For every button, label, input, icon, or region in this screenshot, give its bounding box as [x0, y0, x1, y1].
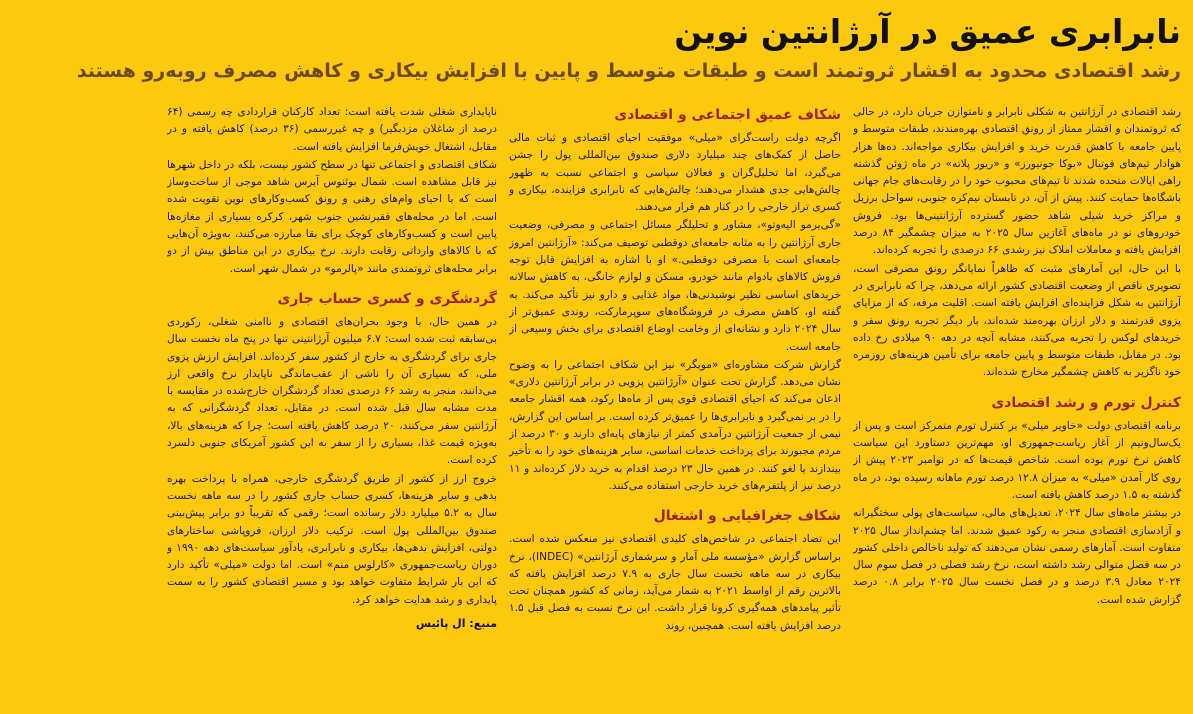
paragraph: گزارش شرکت مشاوره‌ای «مویگر» نیز این شکاف اجتماعی را به وضوح نشان می‌دهد. گزارش تحت عنوان «آرژانتین پزویی در برابر آرژانتین دلاری» اذعان می‌کند که احیای اقتصادی قوی پس از ماه‌ها رکود، همه اقشار جامعه را در بر نمی‌گیرد و نابرابری‌ها را عمیق‌تر کرده است. بر اساس این گزارش، نیمی از جمعیت آرژانتین درآمدی کمتر از نیازهای پایه‌ای دارند و ۳۰ درصد از مردم مجبورند برای پرداخت خدمات اساسی، سایر هزینه‌های خود را به تأخیر بیندازند یا لغو کنند. در همین حال ۲۳ درصد اقدام به خرید دلار کرده‌اند و ۱۱ درصد نیز از پلتفرم‌های خرید خارجی استفاده می‌کنند.	[509, 358, 841, 492]
section-heading: گردشگری و کسری حساب جاری	[277, 290, 497, 307]
paragraph: در همین حال، با وجود بحران‌های اقتصادی و ناامنی شغلی، رکوردی بی‌سابقه ثبت شده است: ۶.۷ میلیون آرژانتینی تنها در پنج ماه نخست سال جاری برای گردشگری به خارج از کشور سفر کرده‌اند. افزایش ارزش پزوی ملی، که بسیاری آن را ناشی از عقب‌ماندگی ناپایدار نرخ واقعی ارز می‌دانند، منجر به رشد ۶۶ درصدی تعداد گردشگران خارج‌شده در مقایسه با مدت مشابه سال قبل شده است. در مقابل، تعداد گردشگرانی که به آرژانتین سفر می‌کنند، ۲۰ درصد کاهش یافته است؛ چرا که هزینه‌های بالا، به‌ویژه قیمت غذا، بسیاری را از سفر به این کشور آمریکای جنوبی دلسرد کرده است.	[167, 315, 497, 467]
article-title: نابرابری عمیق در آرژانتین نوین	[674, 12, 1181, 51]
paragraph: با این حال، این آمارهای مثبت که ظاهراً نمایانگر رونق مصرفی است، تصویری ناقص از وضعیت اقتصادی کشور ارائه می‌دهد، چرا که نابرابری در آرژانتین به شکل فزاینده‌ای افزایش یافته است. اقلیت مرفه، که از مزایای پزوی قدرتمند و دلار ارزان بهره‌مند شده‌اند، بار دیگر تجربه رونق سفر و خریدهای لوکس را تجربه می‌کنند، مشابه آنچه در دهه ۹۰ میلادی رخ داده بود. در مقابل، طبقات متوسط و پایین جامعه برای تأمین هزینه‌های روزمره خود ناگزیر به کاهش چشمگیر مخارج شده‌اند.	[853, 262, 1181, 379]
paragraph: «گی‌یرمو الیه‌وتو»، مشاور و تحلیلگر مسائل اجتماعی و مصرفی، وضعیت جاری آرژانتین را به مثابه جامعه‌ای دوقطبی توصیف می‌کند: «آرژانتین امروز جامعه‌ای است با مصرفی دوقطبی.» او با اشاره به افزایش قابل توجه فروش کالاهای بادوام مانند خودرو، مسکن و لوازم خانگی، به کاهش سالانه خریدهای اساسی نظیر نوشیدنی‌ها، مواد غذایی و دارو نیز تأکید می‌کند. به گفته او، کاهش مصرف در فروشگاه‌های سوپرمارکت، روندی عمیق‌تر از سال ۲۰۲۴ دارد و نشانه‌ای از وخامت اوضاع اقتصادی برای بخش وسیعی از جامعه است.	[509, 219, 841, 353]
source-credit: منبع: ال پائیس	[415, 617, 497, 631]
column-middle	[509, 104, 841, 714]
paragraph: ناپایداری شغلی شدت یافته است: تعداد کارکنان قراردادی چه رسمی (۶۴ درصد از شاغلان مزدبگیر) و چه غیررسمی (۳۶ درصد) کاهش یافته و در مقابل، اشتغال خویش‌فرما افزایش یافته است.	[167, 106, 497, 153]
column-left	[167, 104, 497, 714]
paragraph: شکاف اقتصادی و اجتماعی تنها در سطح کشور نیست، بلکه در داخل شهرها نیز قابل مشاهده است. شمال بوئنوس آیرس شاهد موجی از ساخت‌وساز است که با احیای وام‌های رهنی و رونق کسب‌وکارهای نوین تقویت شده است. اما در محله‌های فقیرنشین جنوب شهر، کرکره بسیاری از مغازه‌ها پایین است و کسب‌وکارهای کوچک برای بقا مبارزه می‌کنند، به‌ویژه آن‌هایی که با کالاهای وارداتی رقابت دارند. نرخ بیکاری در این مناطق بیش از دو برابر محله‌های ثروتمندی مانند «پالرمو» در شمال شهر است.	[167, 158, 497, 275]
paragraph: در بیشتر ماه‌های سال ۲۰۲۴، تعدیل‌های مالی، سیاست‌های پولی سختگیرانه و آزادسازی اقتصادی منجر به رکود عمیق شدند. اما چشم‌انداز سال ۲۰۲۵ متفاوت است. آمارهای رسمی نشان می‌دهند که تولید ناخالص داخلی کشور در سه فصل متوالی رشد داشته است، نرخ رشد فصلی در فصل سوم سال ۲۰۲۴ معادل ۳.۹ درصد و در فصل نخست سال ۲۰۲۵ برابر ۰.۸ درصد گزارش شده است.	[853, 507, 1181, 606]
paragraph: خروج ارز از کشور از طریق گردشگری خارجی، همراه با پرداخت بهره بدهی و سایر هزینه‌ها، کسری حساب جاری کشور را در سه ماهه نخست سال به ۵.۲ میلیارد دلار رسانده است؛ رقمی که تقریباً دو برابر پیش‌بینی صندوق بین‌المللی پول است. ترکیب دلار ارزان، فروپاشی ساختارهای دولتی، افزایش بدهی‌ها، بیکاری و نابرابری، یادآور سیاست‌های دهه ۱۹۹۰ و دوران ریاست‌جمهوری «کارلوس منم» است. اما دولت «میلی» تأکید دارد که این بار شرایط متفاوت خواهد بود و مسیر اقتصادی کشور را به سمت پایداری و رشد هدایت خواهد کرد.	[167, 472, 497, 606]
article-lead: رشد اقتصادی محدود به اقشار ثروتمند است و طبقات متوسط و پایین با افزایش بیکاری و کاهش مصرف روبه‌رو هستند	[76, 60, 1181, 82]
paragraph: اگرچه دولت راست‌گرای «میلی» موفقیت احیای اقتصادی و ثبات مالی حاصل از کمک‌های چند میلیارد دلاری صندوق بین‌المللی پول را جشن می‌گیرد، اما تحلیل‌گران و فعالان سیاسی و اجتماعی نسبت به ظهور چالش‌هایی جدی هشدار می‌دهند؛ چالش‌هایی که نابرابری فزاینده، بیکاری و کسری تراز خارجی را در کنار هم قرار می‌دهند.	[509, 132, 841, 214]
column-right	[853, 104, 1181, 714]
paragraph: برنامه اقتصادی دولت «خاویر میلی» بر کنترل تورم متمرکز است و پس از یک‌سال‌ونیم از آغاز ریاست‌جمهوری او، مهم‌ترین دستاورد این سیاست کاهش نرخ تورم بوده است. شاخص قیمت‌ها که در نوامبر ۲۰۲۳ پیش از روی کار آمدن «میلی» به میزان ۱۲.۸ درصد تورم ماهانه رسیده بود، در ماه گذشته به ۱.۵ درصد کاهش یافته است.	[853, 419, 1181, 501]
section-heading: کنترل تورم و رشد اقتصادی	[991, 394, 1181, 411]
paragraph: رشد اقتصادی در آرژانتین به شکلی نابرابر و نامتوازن جریان دارد، در حالی که ثروتمندان و اقشار ممتاز از رونق اقتصادی بهره‌مندند، طبقات متوسط و پایین جامعه با کاهش قدرت خرید و افزایش بیکاری مواجه‌اند. ده‌ها هزار هوادار تیم‌های فوتبال «بوکا جونیورز» و «ریور پلاته» در ماه ژوئن گذشته راهی ایالات متحده شدند تا تیم‌های محبوب خود را در رقابت‌های جام جهانی باشگاه‌ها حمایت کنند. پیش از آن، در تابستان نیم‌کره جنوبی، سواحل برزیل و مراکز خرید شیلی شاهد حضور گسترده آرژانتینی‌ها بود. فروش خودروهای نو در ماه‌های آغازین سال ۲۰۲۵ به میزان چشمگیر ۸۴ درصد افزایش یافته و معاملات املاک نیز رشدی ۶۶ درصدی را تجربه کرده‌اند.	[853, 106, 1181, 257]
section-heading: شکاف عمیق اجتماعی و اقتصادی	[614, 107, 841, 123]
section-heading: شکاف جغرافیایی و اشتغال	[653, 508, 841, 525]
paragraph: این تضاد اجتماعی در شاخص‌های کلیدی اقتصادی نیز منعکس شده است. براساس گزارش «مؤسسه ملی آمار و سرشماری آرژانتین» (INDEC)، نرخ بیکاری در سه ماهه نخست سال جاری به ۷.۹ درصد افزایش یافته که بالاترین رقم از اواسط ۲۰۲۱ به شمار می‌آید، زمانی که کشور همچنان تحت تأثیر پیامدهای همه‌گیری کرونا قرار داشت. این نرخ نسبت به فصل قبل ۱.۵ درصد افزایش یافته است. همچنین، روند	[509, 533, 841, 632]
